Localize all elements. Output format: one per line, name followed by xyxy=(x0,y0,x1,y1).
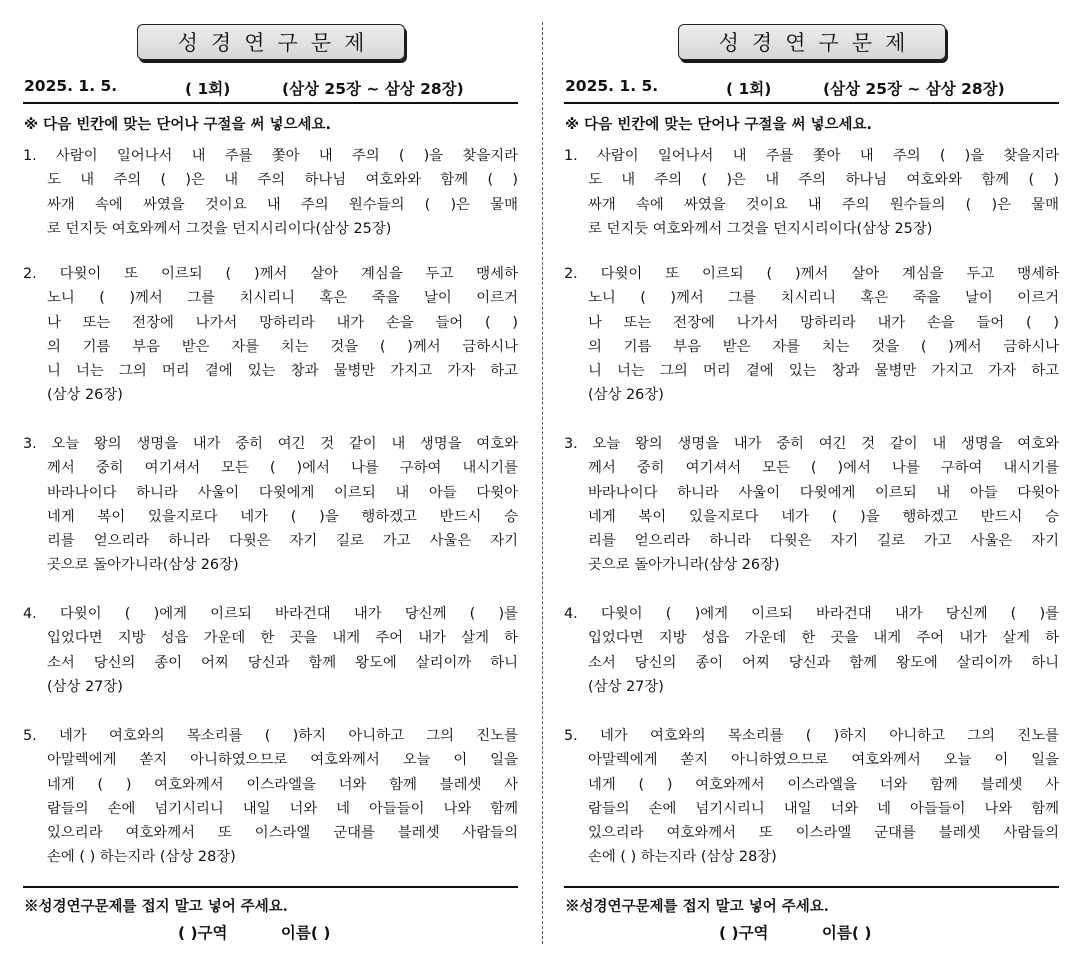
question-line: 노니 ( )께서 그를 치시리니 혹은 죽을 날이 이르거 xyxy=(47,290,518,307)
question-line: 싸개 속에 싸였을 것이요 내 주의 원수들의 ( )은 물매 xyxy=(47,196,518,213)
worksheet-round: ( 1회) xyxy=(726,80,772,98)
footer-fields xyxy=(178,921,330,943)
header-rule xyxy=(23,102,518,104)
name-field[interactable]: 이름( ) xyxy=(280,924,331,942)
question-line: 네게 복이 있을지로다 네가 ( )을 행하겠고 반드시 승 xyxy=(588,508,1059,525)
question-3 xyxy=(23,432,518,578)
question-line: 입었다면 지방 성읍 가운데 한 곳을 내게 주어 내가 살게 하 xyxy=(47,630,518,647)
question-line: 람들의 손에 넘기시리니 내일 너와 네 아들들이 나와 함께 xyxy=(47,800,518,817)
question-4 xyxy=(564,602,1059,699)
worksheet-title: 성경연구문제 xyxy=(678,24,946,60)
footer-note: ※성경연구문제를 접지 말고 넣어 주세요. xyxy=(565,898,829,915)
name-field[interactable]: 이름( ) xyxy=(821,924,872,942)
district-field[interactable]: ( )구역 xyxy=(178,924,228,942)
question-line: (삼상 26장) xyxy=(588,387,664,404)
worksheet-header xyxy=(564,77,1059,101)
page-fold-divider xyxy=(542,22,543,944)
question-line: 1. 사람이 일어나서 내 주를 쫓아 내 주의 ( )을 찾을지라 xyxy=(23,148,518,164)
question-line: 곳으로 돌아가니라(삼상 26장) xyxy=(47,557,239,574)
footer-rule xyxy=(23,886,518,888)
question-line: 니 너는 그의 머리 곁에 있는 창과 물병만 가지고 가자 하고 xyxy=(47,363,518,380)
question-line: 로 던지듯 여호와께서 그것을 던지시리이다(삼상 25장) xyxy=(588,220,933,237)
question-line: 나 또는 전장에 나가서 망하리라 내가 손을 들어 ( ) xyxy=(47,314,518,331)
footer-rule xyxy=(564,886,1059,888)
district-field[interactable]: ( )구역 xyxy=(719,924,769,942)
question-line: 1. 사람이 일어나서 내 주를 쫓아 내 주의 ( )을 찾을지라 xyxy=(564,148,1059,164)
question-line: 있으리라 여호와께서 또 이스라엘 군대를 블레셋 사람들의 xyxy=(47,825,518,842)
question-line: 4. 다윗이 ( )에게 이르되 바라건대 내가 당신께 ( )를 xyxy=(23,606,518,622)
worksheet-title: 성경연구문제 xyxy=(137,24,405,60)
question-line: 네게 ( ) 여호와께서 이스라엘을 너와 함께 블레셋 사 xyxy=(47,776,518,793)
question-line: 5. 네가 여호와의 목소리를 ( )하지 아니하고 그의 진노를 xyxy=(23,728,518,744)
question-line: 아말렉에게 쏟지 아니하였으므로 여호와께서 오늘 이 일을 xyxy=(588,752,1059,769)
footer-fields xyxy=(719,921,871,943)
question-2 xyxy=(23,262,518,408)
question-line: 바라나이다 하니라 사울이 다윗에게 이르되 내 아들 다윗아 xyxy=(588,484,1059,501)
question-line: 2. 다윗이 또 이르되 ( )께서 살아 계심을 두고 맹세하 xyxy=(23,266,518,282)
question-1 xyxy=(23,144,518,241)
question-5 xyxy=(564,724,1059,870)
question-line: 리를 얻으리라 하니라 다윗은 자기 길로 가고 사울은 자기 xyxy=(47,533,518,550)
question-line: 리를 얻으리라 하니라 다윗은 자기 길로 가고 사울은 자기 xyxy=(588,533,1059,550)
question-3 xyxy=(564,432,1059,578)
question-line: 람들의 손에 넘기시리니 내일 너와 네 아들들이 나와 함께 xyxy=(588,800,1059,817)
question-line: 있으리라 여호와께서 또 이스라엘 군대를 블레셋 사람들의 xyxy=(588,825,1059,842)
question-line: 의 기름 부음 받은 자를 치는 것을 ( )께서 금하시나 xyxy=(588,338,1059,355)
question-line: 3. 오늘 왕의 생명을 내가 중히 여긴 것 같이 내 생명을 여호와 xyxy=(23,436,518,452)
question-line: (삼상 26장) xyxy=(47,387,123,404)
question-line: (삼상 27장) xyxy=(588,678,664,695)
worksheet-date: 2025. 1. 5. xyxy=(24,77,118,95)
worksheet-range: (삼상 25장 ~ 삼상 28장) xyxy=(282,80,464,98)
question-1 xyxy=(564,144,1059,241)
question-4 xyxy=(23,602,518,699)
header-rule xyxy=(564,102,1059,104)
question-line: 손에 ( ) 하는지라 (삼상 28장) xyxy=(47,849,236,866)
worksheet-instruction: ※ 다음 빈칸에 맞는 단어나 구절을 써 넣으세요. xyxy=(565,117,873,133)
worksheet-date: 2025. 1. 5. xyxy=(565,77,659,95)
question-line: 네게 ( ) 여호와께서 이스라엘을 너와 함께 블레셋 사 xyxy=(588,776,1059,793)
worksheet-left xyxy=(23,0,518,973)
question-line: 바라나이다 하니라 사울이 다윗에게 이르되 내 아들 다윗아 xyxy=(47,484,518,501)
question-line: 의 기름 부음 받은 자를 치는 것을 ( )께서 금하시나 xyxy=(47,338,518,355)
question-line: 4. 다윗이 ( )에게 이르되 바라건대 내가 당신께 ( )를 xyxy=(564,606,1059,622)
question-line: 아말렉에게 쏟지 아니하였으므로 여호와께서 오늘 이 일을 xyxy=(47,752,518,769)
question-line: 3. 오늘 왕의 생명을 내가 중히 여긴 것 같이 내 생명을 여호와 xyxy=(564,436,1059,452)
footer-note: ※성경연구문제를 접지 말고 넣어 주세요. xyxy=(24,898,288,915)
question-line: 2. 다윗이 또 이르되 ( )께서 살아 계심을 두고 맹세하 xyxy=(564,266,1059,282)
worksheet-header xyxy=(23,77,518,101)
question-line: (삼상 27장) xyxy=(47,678,123,695)
worksheet-right xyxy=(564,0,1059,973)
question-line: 곳으로 돌아가니라(삼상 26장) xyxy=(588,557,780,574)
question-line: 싸개 속에 싸였을 것이요 내 주의 원수들의 ( )은 물매 xyxy=(588,196,1059,213)
worksheet-range: (삼상 25장 ~ 삼상 28장) xyxy=(823,80,1005,98)
question-line: 손에 ( ) 하는지라 (삼상 28장) xyxy=(588,849,777,866)
question-line: 소서 당신의 종이 어찌 당신과 함께 왕도에 살리이까 하니 xyxy=(588,654,1059,671)
worksheet-round: ( 1회) xyxy=(185,80,231,98)
question-line: 입었다면 지방 성읍 가운데 한 곳을 내게 주어 내가 살게 하 xyxy=(588,630,1059,647)
question-line: 도 내 주의 ( )은 내 주의 하나님 여호와와 함께 ( ) xyxy=(47,172,518,189)
question-line: 도 내 주의 ( )은 내 주의 하나님 여호와와 함께 ( ) xyxy=(588,172,1059,189)
worksheet-instruction: ※ 다음 빈칸에 맞는 단어나 구절을 써 넣으세요. xyxy=(24,117,332,133)
question-line: 로 던지듯 여호와께서 그것을 던지시리이다(삼상 25장) xyxy=(47,220,392,237)
question-line: 5. 네가 여호와의 목소리를 ( )하지 아니하고 그의 진노를 xyxy=(564,728,1059,744)
question-line: 네게 복이 있을지로다 네가 ( )을 행하겠고 반드시 승 xyxy=(47,508,518,525)
question-line: 께서 중히 여기셔서 모든 ( )에서 나를 구하여 내시기를 xyxy=(588,460,1059,477)
question-line: 노니 ( )께서 그를 치시리니 혹은 죽을 날이 이르거 xyxy=(588,290,1059,307)
question-line: 니 너는 그의 머리 곁에 있는 창과 물병만 가지고 가자 하고 xyxy=(588,363,1059,380)
question-line: 나 또는 전장에 나가서 망하리라 내가 손을 들어 ( ) xyxy=(588,314,1059,331)
question-5 xyxy=(23,724,518,870)
question-line: 소서 당신의 종이 어찌 당신과 함께 왕도에 살리이까 하니 xyxy=(47,654,518,671)
question-2 xyxy=(564,262,1059,408)
question-line: 께서 중히 여기셔서 모든 ( )에서 나를 구하여 내시기를 xyxy=(47,460,518,477)
